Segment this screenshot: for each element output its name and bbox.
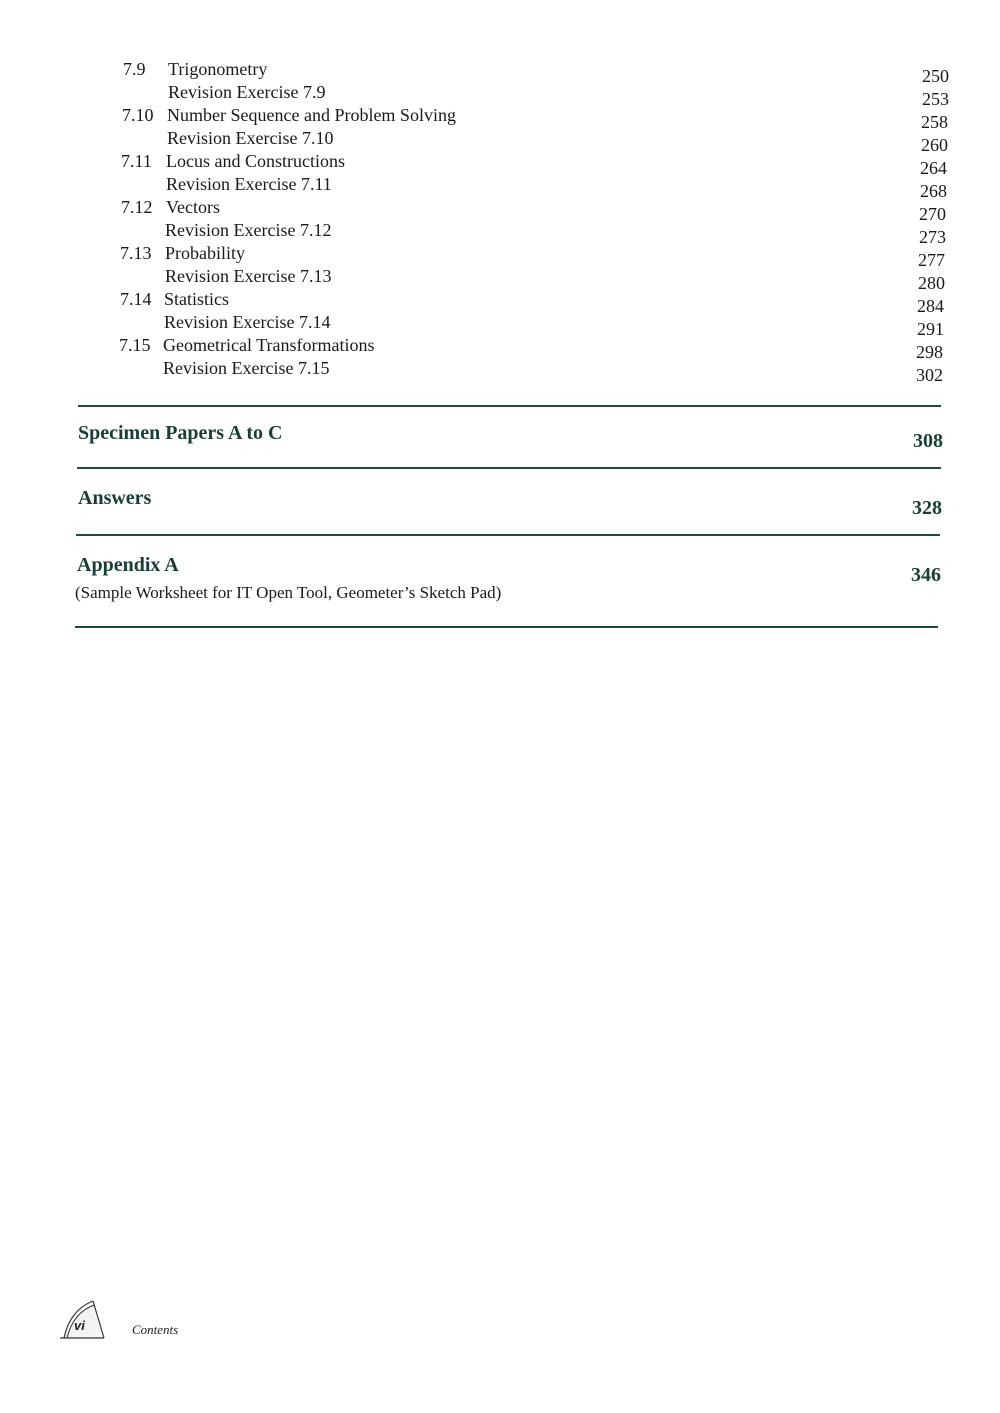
- entry-title: Revision Exercise 7.15: [163, 358, 330, 378]
- entry-number: 7.12: [121, 197, 153, 217]
- entry-page: 268: [920, 181, 947, 201]
- entry-title: Trigonometry: [168, 59, 268, 79]
- entry-title: Vectors: [166, 197, 220, 217]
- page-number: vi: [74, 1318, 85, 1333]
- entry-page: 273: [919, 227, 946, 247]
- footer-contents-label: Contents: [132, 1322, 179, 1337]
- entry-page: 253: [922, 89, 949, 109]
- section-title-appendix-a[interactable]: Appendix A: [77, 554, 179, 576]
- entry-number: 7.9: [123, 59, 146, 79]
- entry-page: 260: [921, 135, 948, 155]
- entry-title: Revision Exercise 7.13: [165, 266, 332, 286]
- entry-number: 7.14: [120, 289, 152, 309]
- entry-title: Statistics: [164, 289, 230, 309]
- section-page-specimen-papers: 308: [913, 430, 943, 452]
- entry-title: Revision Exercise 7.12: [165, 220, 332, 240]
- divider-rule: [77, 467, 941, 469]
- section-subtitle-appendix-a: (Sample Worksheet for IT Open Tool, Geometer’s Sketch Pad): [75, 583, 502, 602]
- entry-title: Revision Exercise 7.14: [164, 312, 331, 332]
- entry-page: 298: [916, 342, 943, 362]
- entry-number: 7.11: [121, 151, 152, 171]
- entry-title: Probability: [165, 243, 245, 263]
- divider-rule: [76, 534, 940, 536]
- entry-page: 291: [917, 319, 944, 339]
- entry-number: 7.13: [120, 243, 152, 263]
- divider-rule: [78, 405, 941, 407]
- entry-page: 270: [919, 204, 946, 224]
- page-number-badge: [58, 1298, 122, 1345]
- entry-title: Revision Exercise 7.10: [167, 128, 334, 148]
- entry-page: 284: [917, 296, 944, 316]
- entry-page: 264: [920, 158, 947, 178]
- divider-rule: [75, 626, 938, 628]
- entry-title: Number Sequence and Problem Solving: [167, 105, 456, 125]
- entry-number: 7.10: [122, 105, 154, 125]
- section-title-specimen-papers[interactable]: Specimen Papers A to C: [78, 422, 283, 444]
- entry-page: 280: [918, 273, 945, 293]
- entry-title: Revision Exercise 7.9: [168, 82, 326, 102]
- section-page-answers: 328: [912, 497, 942, 519]
- section-page-appendix-a: 346: [911, 564, 941, 586]
- entry-page: 277: [918, 250, 945, 270]
- entry-page: 302: [916, 365, 943, 385]
- entry-number: 7.15: [119, 335, 151, 355]
- entry-title: Revision Exercise 7.11: [166, 174, 332, 194]
- entry-page: 250: [922, 66, 949, 86]
- triangle-arc-icon: [58, 1298, 122, 1340]
- section-title-answers[interactable]: Answers: [78, 487, 152, 509]
- entry-title: Geometrical Transformations: [163, 335, 375, 355]
- entry-page: 258: [921, 112, 948, 132]
- entry-title: Locus and Constructions: [166, 151, 345, 171]
